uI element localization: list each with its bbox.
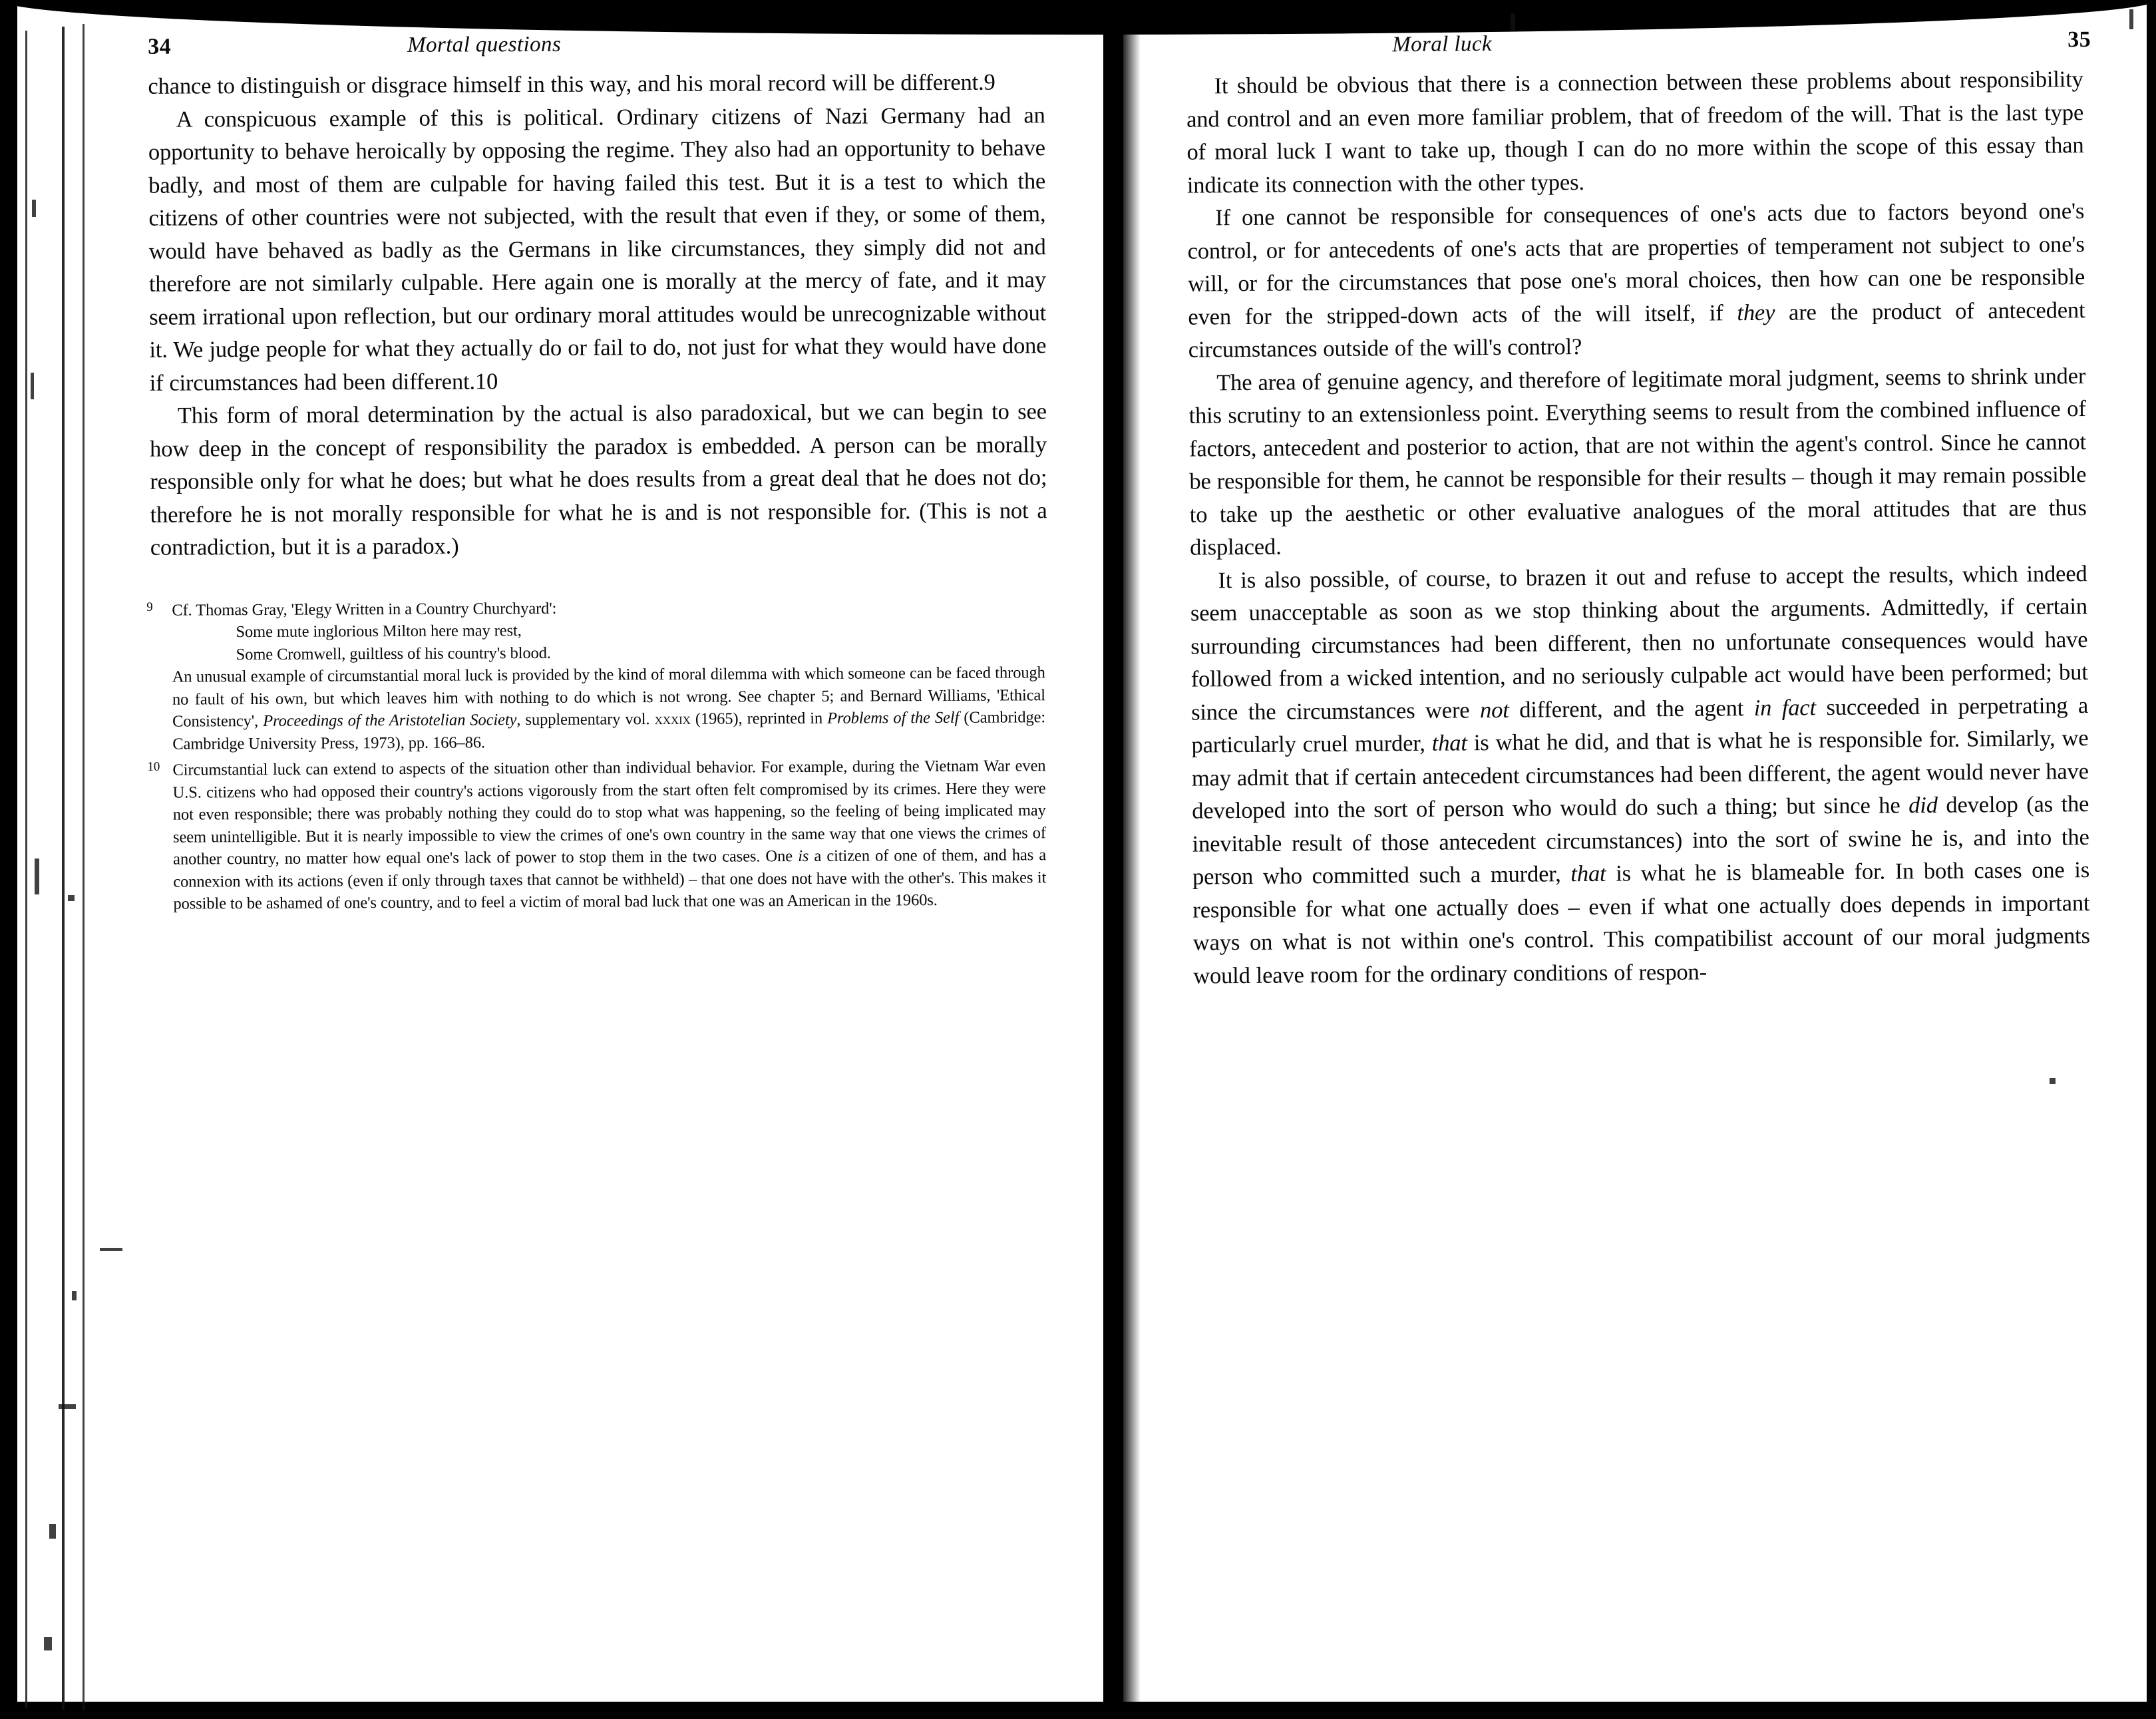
body-text: is what he is blameable for. In both cases one is responsible for what one actually does – even if what one actually does depends in important ways on what is not within one's control. This compatibilist account of our moral judgments would leave room for the ordinary conditions of respon- (1192, 857, 2090, 989)
scan-speckle (2050, 1078, 2056, 1084)
scan-speckle (59, 1404, 76, 1409)
scan-margin-rule-inner (62, 27, 65, 1710)
footnote-text-part: a citizen of one of them, and has a connexion with its actions (even if only through taxes that cannot be withheld) – that one does not have with the other's. This makes it possible to be ashamed of one's country, and to feel a victim of moral bad luck that one was an American in the 1960s. (173, 846, 1047, 913)
footnote-italic-title: Problems of the Self (827, 708, 960, 727)
running-head-title-left: Mortal questions (407, 32, 562, 57)
scan-speckle (68, 895, 75, 901)
body-text: succeeded in perpetrating a particularly cruel murder, (1191, 692, 2089, 758)
scan-speckle (72, 1291, 77, 1300)
emphasis-text: that (1431, 730, 1468, 756)
running-head-title-right: Moral luck (1392, 32, 1493, 57)
body-text: It is also possible, of course, to brazen it out and refuse to accept the results, which indeed seem unacceptable as soon as we stop thinking about the arguments. Admittedly, if certain surrounding circumstances had been different, then no unfortunate consequences would have followed from a wicked intention, and no seriously culpable act would have been performed; but since the circumstances were (1190, 560, 2088, 725)
left-page-body (120, 66, 1067, 564)
running-head-right (1158, 17, 2103, 71)
paragraph: This form of moral determination by the actual is also paradoxical, but we can begin to see how deep in the concept of responsibility the paradox is embedded. A person can be morally responsible only for what he does; but what he does results from a great deal that he does not do; therefore he is not morally responsible for what he is and is not responsible for. (This is not a contradiction, but it is a paradox.) (150, 399, 1047, 560)
body-text: It should be obvious that there is a connection between these problems about responsibility and control and an even more familiar problem, that of freedom of the will. That is the last type of moral luck I want to take up, though I can do no more within the scope of this essay than indicate its connection with the other types. (1186, 67, 2084, 198)
scan-speckle (44, 1637, 52, 1650)
emphasis-text: they (1737, 299, 1775, 325)
scan-left-edge-artifact (0, 0, 17, 1719)
scan-speckle (31, 373, 34, 399)
emphasis-text: not (1479, 697, 1509, 723)
scan-margin-rule-third (83, 24, 85, 1711)
footnote-text-part: (Cambridge: Cambridge University Press, 1973), pp. 166–86. (172, 708, 1046, 753)
footnote-italic-word: is (798, 847, 809, 866)
footnote-marker: 10 (147, 759, 160, 774)
body-text: is what he did, and that is what he is responsible for. Similarly, we may admit that if certain antecedent circumstances had been different, the agent would never have developed into the sort of person who would do such a thing; but since he (1191, 725, 2089, 824)
footnote-volume-number: xxxix (654, 709, 691, 729)
paragraph (1190, 558, 2090, 993)
footnote-9-continuation (172, 662, 1046, 755)
emphasis-text: did (1908, 792, 1938, 819)
footnote-lead-text: Cf. Thomas Gray, 'Elegy Written in a Country Churchyard': (172, 599, 557, 620)
scan-speckle (100, 1248, 122, 1251)
body-text: are the product of antecedent circumstances outside of the will's control? (1188, 297, 2085, 363)
paragraph: A conspicuous example of this is political. Ordinary citizens of Nazi Germany had an opportunity to behave heroically by opposing the regime. They also had an opportunity to behave badly, and most of them are culpable for having failed this test. But it is a test to which the citizens of other countries were not subjected, with the result that even if they, or some of them, would have behaved as badly as the Germans in like circumstances, they simply did not and therefore are not similarly culpable. Here again one is morally at the mercy of fate, and it may seem irrational upon reflection, but our ordinary moral attitudes would be unrecognizable without it. We judge people for what they actually do or fail to do, not just for what they would have done if circumstances had been different.10 (148, 102, 1047, 396)
footnote-italic-title: Proceedings of the Aristotelian Society (263, 711, 517, 730)
footnote-verse-line-2: Some Cromwell, guiltless of his country's blood. (236, 644, 551, 664)
paragraph (1187, 195, 2085, 367)
footnote-10 (143, 755, 1046, 915)
scan-bottom-edge-artifact (0, 1702, 2156, 1719)
emphasis-text: in fact (1753, 694, 1817, 721)
footnote-9 (142, 595, 1045, 755)
page-number-right: 35 (2067, 27, 2091, 53)
footnote-text-part: , supplementary vol. (516, 710, 655, 729)
scan-right-edge-artifact (2147, 0, 2156, 1719)
running-head-left (120, 19, 1065, 71)
scan-speckle (35, 859, 39, 894)
paragraph (1186, 63, 2085, 202)
left-page (120, 0, 1065, 920)
footnote-verse-line-1: Some mute inglorious Milton here may rest, (236, 622, 522, 642)
emphasis-text: that (1570, 860, 1606, 887)
body-text: The area of genuine agency, and therefore of legitimate moral judgment, seems to shrink under this scrutiny to an extensionless point. Everything seems to result from the combined influence of factors, antecedent and posterior to action, that are not within the agent's control. Since he cannot be responsible for them, he cannot be responsible for their results – though it may remain possible to take up the aesthetic or other evaluative analogues of the moral attitudes that are thus displaced. (1188, 363, 2087, 560)
body-text: If one cannot be responsible for consequences of one's acts due to factors beyond one's control, or for antecedents of one's acts that are properties of temperament not subject to one's will, or for the circumstances that pose one's moral choices, then how can one be responsible even for the stripped-down acts of the will itself, if (1187, 198, 2085, 330)
scan-speckle (2129, 9, 2133, 29)
scan-speckle (49, 1524, 56, 1539)
footnote-block (122, 595, 1069, 916)
book-gutter-shadow (1123, 0, 1141, 1719)
footnote-text-part: (1965), reprinted in (690, 709, 828, 728)
footnote-text-part: An unusual example of circumstantial moral luck is provided by the kind of moral dilemma with which someone can be faced through no fault of his own, but which leaves him with nothing to do which is not wrong. See chapter 5; and Bernard Williams, 'Ethical Consistency', (172, 664, 1046, 731)
body-text: different, and the agent (1509, 695, 1754, 723)
scan-margin-rule-outer (25, 31, 27, 1708)
paragraph: chance to distinguish or disgrace himself in this way, and his moral record will be different.9 (148, 69, 995, 99)
paragraph (1188, 360, 2087, 565)
footnote-text-part: Circumstantial luck can extend to aspects of the situation other than individual behavior. For example, during the Vietnam War even U.S. citizens who had opposed their country's actions vigorously from the start often felt compromised by its crimes. Here they were not even responsible; there was probably nothing they could do to stop what was happening, so the feeling of being implicated may seem unintelligible. But it is nearly impossible to view the crimes of one's own country in the same way that one views the crimes of another country, no matter how equal one's lack of power to stop them in the two cases. One (172, 757, 1047, 868)
footnote-marker: 9 (146, 600, 153, 614)
body-text: develop (as the inevitable result of those antecedent circumstances) into the sort of swine he is, and into the person who committed such a murder, (1192, 791, 2089, 890)
book-gutter (1103, 0, 1123, 1719)
right-page (1158, 0, 2103, 993)
right-page-body (1159, 63, 2111, 993)
page-number-left: 34 (148, 34, 172, 59)
scan-speckle (32, 200, 36, 217)
